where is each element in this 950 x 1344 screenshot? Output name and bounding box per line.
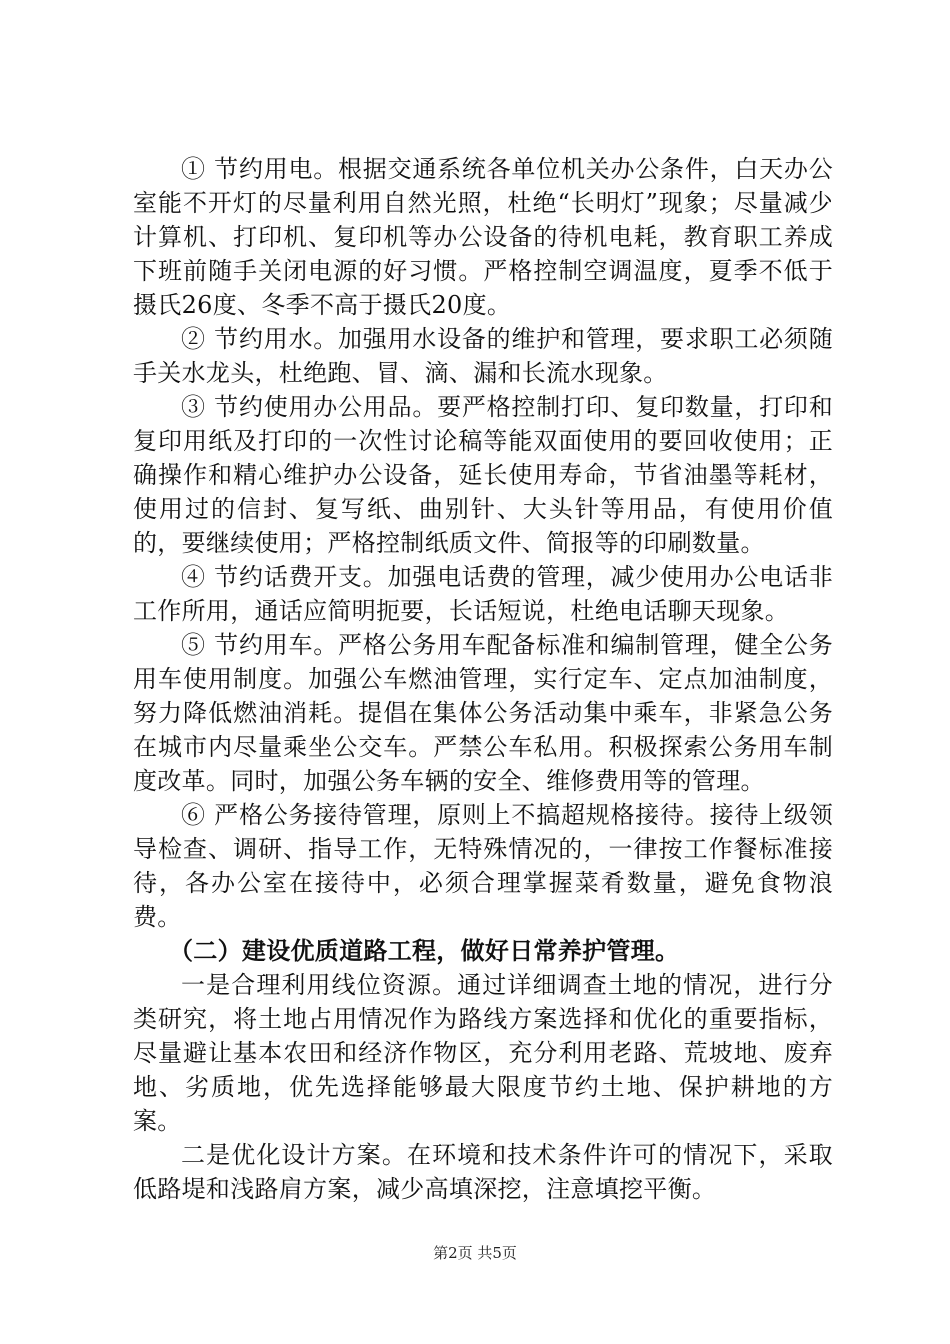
paragraph-save-phone-costs: ④ 节约话费开支。加强电话费的管理，减少使用办公电话非工作所用，通话应简明扼要，长话短说，杜绝电话聊天现象。 [133,563,833,625]
document-body [133,152,833,1206]
paragraph-reception-management: ⑥ 严格公务接待管理，原则上不搞超规格接待。接待上级领导检查、调研、指导工作，无特殊情况的，一律按工作餐标准接待，各办公室在接待中，必须合理掌握菜肴数量，避免食物浪费。 [133,801,833,931]
paragraph-route-resources: 一是合理利用线位资源。通过详细调查土地的情况，进行分类研究，将土地占用情况作为路线方案选择和优化的重要指标，尽量避让基本农田和经济作物区，充分利用老路、荒坡地、废弃地、劣质地，优先选择能够最大限度节约土地、保护耕地的方案。 [133,971,833,1135]
paragraph-save-electricity: ① 节约用电。根据交通系统各单位机关办公条件，白天办公室能不开灯的尽量利用自然光照，杜绝“长明灯”现象；尽量减少计算机、打印机、复印机等办公设备的待机电耗，教育职工养成下班前随手关闭电源的好习惯。严格控制空调温度，夏季不低于摄氏26度、冬季不高于摄氏20度。 [133,155,833,319]
paragraph-save-water: ② 节约用水。加强用水设备的维护和管理，要求职工必须随手关水龙头，杜绝跑、冒、滴、漏和长流水现象。 [133,325,833,387]
paragraph-design-optimization: 二是优化设计方案。在环境和技术条件许可的情况下，采取低路堤和浅路肩方案，减少高填深挖，注意填挖平衡。 [133,1141,833,1203]
paragraph-save-vehicle-use: ⑤ 节约用车。严格公务用车配备标准和编制管理，健全公务用车使用制度。加强公车燃油管理，实行定车、定点加油制度，努力降低燃油消耗。提倡在集体公务活动集中乘车，非紧急公务在城市内尽量乘坐公交车。严禁公车私用。积极探索公务用车制度改革。同时，加强公务车辆的安全、维修费用等的管理。 [133,631,833,795]
section-heading: （二）建设优质道路工程，做好日常养护管理。 [169,936,680,965]
page-number-footer: 第2页 共5页 [433,1244,517,1262]
paragraph-save-office-supplies: ③ 节约使用办公用品。要严格控制打印、复印数量，打印和复印用纸及打印的一次性讨论稿等能双面使用的要回收使用；正确操作和精心维护办公设备，延长使用寿命，节省油墨等耗材，使用过的信封、复写纸、曲别针、大头针等用品，有使用价值的，要继续使用；严格控制纸质文件、简报等的印刷数量。 [133,393,833,557]
